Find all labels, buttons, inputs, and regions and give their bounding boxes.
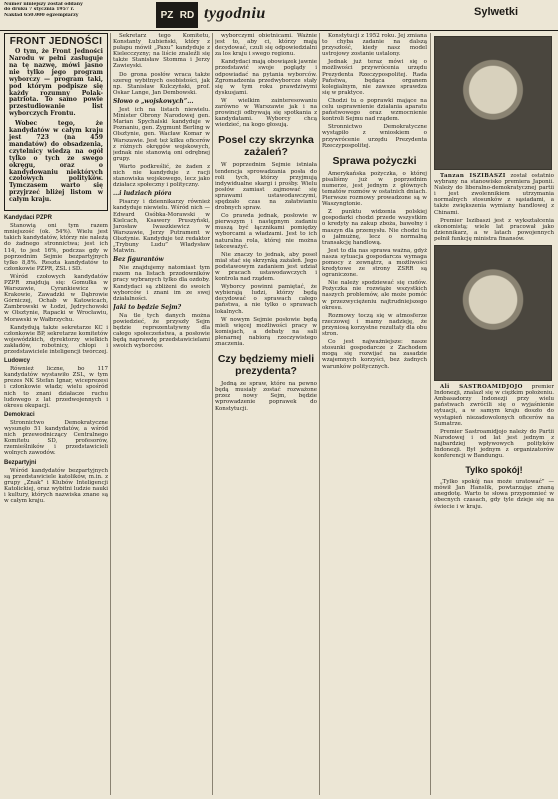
subheading: Bez figurantów xyxy=(113,256,164,264)
column-5-sylwetki xyxy=(434,33,554,795)
caption xyxy=(434,173,554,216)
column-4 xyxy=(322,33,427,795)
paragraph: Nie należy spodziewać się cudów. Pożyczka nie rozwiąże wszystkich naszych problemów, ale może pomóc w przezwyciężeniu najtrudniejszego okresu. xyxy=(322,280,427,311)
subheading: Jaki to będzie Sejm? xyxy=(113,303,182,311)
paragraph: Wyborcy powinni pamiętać, że wybierają ludzi, którzy będą decydować o sprawach całego państwa, a nie tylko o sprawach lokalnych. xyxy=(215,284,317,315)
paragraph: wyborczymi obietnicami. Ważnie jest to, aby ci, którzy mają decydować, czuli się odpowiedzialni za los kraju i swego regionu. xyxy=(215,33,317,58)
paragraph: Stronnictwo Demokratyczne wystąpiło z wnioskiem o przywrócenie urzędu Prezydenta Rzeczypospolitej. xyxy=(322,124,427,149)
paragraph: W nowym Sejmie posłowie będą mieli więcej możliwości pracy w komisjach, a debaty na sali plenarnej nabiorą rzeczywistego znaczenia. xyxy=(215,316,317,348)
article-title: Tylko spokój! xyxy=(465,465,523,476)
paragraph: Wśród kandydatów bezpartyjnych są przedstawiciele katolików, m.in. z grupy „Znak” i Klubów Inteligencji Katolickiej, oraz wybitni ludzie nauki i kultury, których nazwiska znane są w całym kraju. xyxy=(4,467,108,505)
issue-line: Numer niniejszy został oddany xyxy=(4,2,83,7)
paragraph: Sekretarz tego Komitetu, Konstanty Łubieński, który z pułapu mówił „Paxu” kandyduje z Kielecczyzny; na liście znaleźli się także Stanisław Stomma i Jerzy Zawieyski. xyxy=(113,33,210,70)
paragraph: Stanowią oni tym razem mniejszość (ok. 54%). Wielu jest takich kandydatów, którzy nie należą do żadnego stronnictwa; jest ich 114, to jest 16%, podczas gdy w poprzednim Sejmie bezpartyjnych tylko 8,8%. Reszta kandydatów to członkowie PZPR, ZSL i SD. xyxy=(4,223,108,272)
issue-line: Nakład 650.000 egzemplarzy xyxy=(4,12,79,18)
section-title: tygodniu xyxy=(204,5,266,22)
paragraph: Konstytucji z 1952 roku. Jej zmiana to chyba zadanie na dalszą przyszłość, kiedy nasz model ustrojowy zostanie ustalony. xyxy=(322,33,427,58)
paragraph: Jednak już teraz mówi się o możliwości przywrócenia urzędu Prezydenta Rzeczypospolitej. Rada Państwa, będąca organem kolegialnym, nie zawsze sprawdza się w praktyce. xyxy=(322,59,427,96)
front-title: FRONT JEDNOŚCI xyxy=(9,36,103,47)
article-title: Sprawa pożyczki xyxy=(332,154,417,167)
column-divider xyxy=(319,33,320,795)
paragraph: Rozmowy toczą się w atmosferze rzeczowej i mamy nadzieję, że przyniosą korzystne rezultaty dla obu stron. xyxy=(322,312,427,338)
paragraph: Warto podkreślić, że żaden z nich nie kandyduje z racji stanowiska wojskowego, lecz jako działacz społeczny i polityczny. xyxy=(113,163,210,189)
subheading: Kandydaci PZPR xyxy=(4,215,53,222)
paragraph: W wielkim zainteresowaniu zarówno w Warszawie jak i na prowincji odbywają się spotkania z kandydatami. Wyborcy chcą wiedzieć, na kogo głosują. xyxy=(215,97,317,129)
paragraph: Kandydują także sekretarze KC i członkowie BP, sekretarze komitetów wojewódzkich, dyrektorzy wielkich zakładów, robotnicy, chłopi i przedstawiciele inteligencji twórczej. xyxy=(4,324,108,355)
paragraph: Pisarzy i dziennikarzy również kandyduje niewielu. Wśród nich — Edward Osóbka-Morawski w Kielcach, Ksawery Pruszyński, Jarosław Iwaszkiewicz w Warszawie, Jerzy Putrament w Olsztynie. Kandyduje też redaktor „Trybuny Ludu” Władysław Matwin. xyxy=(113,199,210,255)
column-divider xyxy=(212,33,213,795)
lead-text xyxy=(9,49,103,204)
paragraph: Jest ich na listach niewielu. Minister Obrony Narodowej gen. Marian Spychalski kandyduje w Poznaniu, gen. Zygmunt Berling w Olsztynie, gen. Wacław Komar w Warszawie. Jest też kilku oficerów z różnych okręgów wojskowych, jednak nie stanowią oni odrębnej grupy. xyxy=(113,107,210,162)
caption xyxy=(434,384,554,427)
subheading: Ludowcy xyxy=(4,358,31,365)
paragraph: Chodzi tu o poprawki mające na celu usprawnienie działania aparatu państwowego oraz wzmocnienie kontroli Sejmu nad rządem. xyxy=(322,97,427,123)
paragraph: Jest to dla nas sprawa ważna, gdyż nasza sytuacja gospodarcza wymaga pomocy z zewnątrz, a możliwości kredytowe ze strony ZSRR są ograniczone. xyxy=(322,247,427,279)
paragraph: W poprzednim Sejmie istniała tendencja sprowadzania posła do roli tych, którzy przyjmują indywidualne skargi i prośby. Wielu posłów zamiast zajmować się sprawami ustawodawczymi, spędzało czas na załatwianiu drobnych spraw. xyxy=(215,162,317,212)
paragraph: Premier Sastroamidjojo należy do Partii Narodowej i od lat jest jednym z najbardziej wpływowych polityków Indonezji. Był jednym z organizatorów konferencji w Bandungu. xyxy=(434,428,554,460)
paragraph: Jedną ze spraw, które na pewno będą musiały zostać rozważone przez nowy Sejm, będzie wprowadzenie poprawek do Konstytucji. xyxy=(215,381,317,412)
paragraph: Kandydaci mają obowiązek jawnie przedstawić swoje poglądy i odpowiadać na pytania wyborców. Zgromadzenia przedwyborcze stały się w tym roku prawdziwymi dyskusjami. xyxy=(215,59,317,96)
header-rule xyxy=(0,30,558,31)
column-3 xyxy=(215,33,317,795)
subheading: Bezpartyjni xyxy=(4,459,37,466)
paragraph: Amerykańska pożyczka, o której pisaliśmy już w poprzednim numerze, jest jednym z głównych tematów rozmów w ostatnich dniach. Pierwsze rozmowy prowadzone są w Waszyngtonie. xyxy=(322,170,427,208)
column-divider xyxy=(110,33,111,795)
column-1 xyxy=(4,33,108,795)
paragraph: Na tle tych danych można powiedzieć, że przyszły Sejm będzie reprezentatywny dla całego społeczeństwa, a posłowie będą naprawdę przedstawicielami swoich wyborców. xyxy=(113,312,210,350)
paragraph: Wobec tego, że kandydatów w całym kraju jest 723 (na 459 mandatów) do obsadzenia, czytelnicy wiedzą na ogół tylko o tych ze swego okręgu, oraz o kandydowaniu niektórych czołowych polityków. Tymczasem warto się przyjrzeć bliżej listom w całym kraju. xyxy=(9,120,103,204)
article-title: Posel czy skrzynka zażaleń? xyxy=(218,134,314,159)
paragraph: „Tylko spokój nas może uratować” — mówił Jan Hanslik, powtarzając znaną anegdotę. Warto te słowa przypomnieć w obecnych czasach, gdy tyle dzieje się na świecie i w kraju. xyxy=(434,479,554,510)
subheading: Słowo o „wojskowych”... xyxy=(113,97,194,105)
logo-top: PZ xyxy=(160,9,174,21)
issue-line: do druku 7 stycznia 1957 r. xyxy=(4,7,75,13)
paragraph: Co jest najważniejsze: nasze stosunki gospodarcze z Zachodem mogą się rozwijać na zasadzie wzajemnych korzyści, bez żadnych warunków politycznych. xyxy=(322,339,427,370)
paragraph: Z punktu widzenia polskiej gospodarki chodzi przede wszystkim o kredyty na zakup zboża, bawełny i maszyn dla przemysłu. Nie chodzi tu o jałmużnę, lecz o normalną transakcję handlową. xyxy=(322,209,427,246)
issue-info xyxy=(4,2,154,18)
article-title: Czy będziemy mieli prezydenta? xyxy=(217,353,315,378)
paragraph: Do grona posłów wraca także szereg wybitnych osobistości, jak np. Stanisław Kulczyński, prof. Oskar Lange, Jan Dembowski. xyxy=(113,71,210,96)
paragraph: Również liczne, bo 117 kandydatów wystawiło ZSL, w tym prezes NK Stefan Ignar, wiceprezesi i członkowie władz; wielu spośród nich to znani działacze ruchu ludowego z lat przedwojennych i okresu okupacji. xyxy=(4,366,108,409)
column-2 xyxy=(113,33,210,795)
subheading: Demokraci xyxy=(4,411,35,418)
paragraph: Premier Iszibaszi jest z wykształcenia ekonomistą; wiele lat pracował jako dziennikarz, a w latach powojennych pełnił funkcję ministra finansów. xyxy=(434,217,554,242)
column-divider xyxy=(430,33,431,795)
portrait-photo-iszibaszi xyxy=(434,36,552,170)
sylwetki-label: Sylwetki xyxy=(473,6,519,18)
subheading: ...i ludziach pióra xyxy=(113,190,172,198)
paragraph: Nie znaczy to jednak, aby poseł miał stać się skrzynką zażaleń. Jego podstawowym zadaniem jest udział w pracach ustawodawczych i kontrola nad rządem. xyxy=(215,251,317,283)
paragraph: O tym, że Front Jedności Narodu w pełni zasługuje na tę nazwę, mówi jasno nie tylko jego program wyborczy — program taki, pod którym podpisze się każdy rozumny Polak-patriota. To samo powie przestudiowanie list wyborczych Frontu. xyxy=(9,48,103,118)
page-header xyxy=(0,0,558,30)
front-article-box xyxy=(4,33,108,211)
caption-name: Tanzan ISZIBASZI xyxy=(440,173,506,179)
paragraph: Nie znajdujemy natomiast tym razem na listach przodowników pracy wybranych tylko dla ozdoby. Kandydaci są zbliżeni do swoich wyborców i znani im ze swej działalności. xyxy=(113,265,210,302)
caption-name: Ali SASTROAMIDJOJO xyxy=(440,384,523,391)
paragraph: Co prawda jednak, posłowie w pierwszym i następnym zadaniu muszą być łącznikami pomiędzy wyborcami a władzami. Jest to ich naturalna rola, której nie można lekceważyć. xyxy=(215,213,317,250)
portrait-photo-sastroamidjojo xyxy=(434,245,552,381)
logo-bottom: RD xyxy=(179,9,195,21)
caption-text: został ostatnio wybrany na stanowisko premiera Japonii. Należy do liberalno-demokratycznej partii i jest zwolennikiem utrzymania normalnych stosunków z sąsiadami, a także zwiększenia wymiany handlowej z Chinami. xyxy=(434,173,554,216)
paragraph: Stronnictwo Demokratyczne wysunęło 51 kandydatów, a wśród nich przewodniczący Centralnego Komitetu SD, profesorów, rzemieślników i przedstawicieli wolnych zawodów. xyxy=(4,419,108,457)
caption-text: premier Indonezji, znalazł się w ciężkim położeniu. Ambasadorzy Indonezji przy wielu państwach zwrócili się o wyjaśnienie sytuacji, a w samym kraju doszło do wystąpień niezadowolonych oficerów na Sumatrze. xyxy=(434,384,554,427)
magazine-logo xyxy=(156,2,198,28)
paragraph: Wśród czołowych kandydatów PZPR znajdują się: Gomułka w Warszawie, Cyrankiewicz w Krakowie, Zawadzki w Dąbrowie Górniczej, Ochab w Katowicach, Zambrowski w Łodzi, Jędrychowski w Olsztynie, Rapacki w Wrocławiu, Morawski w Wałbrzychu. xyxy=(4,273,108,323)
